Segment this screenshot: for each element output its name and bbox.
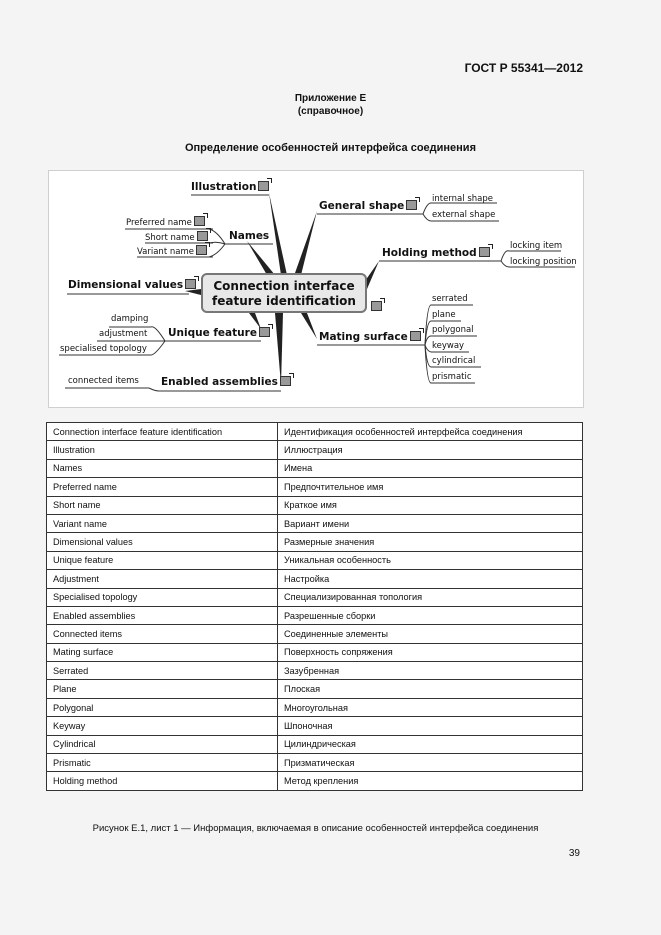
node-locking-position: locking position <box>510 257 577 267</box>
term-russian: Имена <box>278 459 583 477</box>
branch-illustration <box>269 193 287 275</box>
term-english: Adjustment <box>47 570 278 588</box>
node-preferred-name: Preferred name <box>126 216 205 228</box>
term-english: Connected items <box>47 625 278 643</box>
node-plane: plane <box>432 310 456 320</box>
node-holding-method: Holding method <box>382 247 490 259</box>
note-icon <box>406 200 417 210</box>
note-icon <box>280 376 291 386</box>
annex-title: Приложение Е <box>294 93 367 104</box>
table-row <box>47 717 583 735</box>
term-english: Polygonal <box>47 698 278 716</box>
node-short-name: Short name <box>145 231 208 243</box>
term-english: Connection interface feature identification <box>47 423 278 441</box>
table-row <box>47 698 583 716</box>
term-english: Unique feature <box>47 551 278 569</box>
node-general-shape: General shape <box>319 200 417 212</box>
note-icon <box>185 279 196 289</box>
mind-map-figure <box>48 170 584 408</box>
term-russian: Поверхность сопряжения <box>278 643 583 661</box>
term-russian: Настройка <box>278 570 583 588</box>
term-english: Cylindrical <box>47 735 278 753</box>
term-russian: Соединенные элементы <box>278 625 583 643</box>
node-variant-name: Variant name <box>137 245 207 257</box>
center-node-line1: Connection interface <box>213 279 355 293</box>
table-row <box>47 643 583 661</box>
annex-heading <box>0 92 661 118</box>
term-russian: Плоская <box>278 680 583 698</box>
table-row <box>47 514 583 532</box>
term-english: Plane <box>47 680 278 698</box>
table-row <box>47 625 583 643</box>
node-unique-feature: Unique feature <box>168 327 270 339</box>
table-row <box>47 441 583 459</box>
term-russian: Вариант имени <box>278 514 583 532</box>
node-external-shape: external shape <box>432 210 496 220</box>
term-russian: Предпочтительное имя <box>278 478 583 496</box>
figure-caption: Рисунок Е.1, лист 1 — Информация, включаемая в описание особенностей интерфейса соединения <box>92 823 539 834</box>
term-english: Preferred name <box>47 478 278 496</box>
table-row <box>47 772 583 790</box>
term-russian: Метод крепления <box>278 772 583 790</box>
node-keyway: keyway <box>432 341 465 351</box>
note-icon <box>371 301 382 311</box>
term-russian: Разрешенные сборки <box>278 606 583 624</box>
node-connected-items: connected items <box>68 376 139 386</box>
term-english: Dimensional values <box>47 533 278 551</box>
table-row <box>47 735 583 753</box>
node-enabled-assemblies: Enabled assemblies <box>161 376 291 388</box>
center-node-line2: feature identification <box>212 294 356 308</box>
term-english: Enabled assemblies <box>47 606 278 624</box>
table-row <box>47 588 583 606</box>
node-prismatic: prismatic <box>432 372 472 382</box>
term-russian: Специализированная топология <box>278 588 583 606</box>
table-row <box>47 551 583 569</box>
term-russian: Краткое имя <box>278 496 583 514</box>
node-locking-item: locking item <box>510 241 563 251</box>
branch-holding-method <box>365 261 379 289</box>
branch-enabled-assemblies <box>275 313 283 385</box>
term-english: Keyway <box>47 717 278 735</box>
term-russian: Цилиндрическая <box>278 735 583 753</box>
node-damping: damping <box>111 314 149 324</box>
term-english: Names <box>47 459 278 477</box>
table-row <box>47 478 583 496</box>
note-icon <box>410 331 421 341</box>
node-cylindrical: cylindrical <box>432 356 476 366</box>
node-names: Names <box>229 230 270 242</box>
term-russian: Идентификация особенностей интерфейса соединения <box>278 423 583 441</box>
node-serrated: serrated <box>432 294 468 304</box>
term-english: Specialised topology <box>47 588 278 606</box>
branch-mating-surface <box>301 313 317 339</box>
node-mating-surface: Mating surface <box>319 331 421 343</box>
term-english: Prismatic <box>47 754 278 772</box>
node-polygonal: polygonal <box>432 325 474 335</box>
note-icon <box>194 216 205 226</box>
node-illustration: Illustration <box>191 181 269 193</box>
table-row <box>47 754 583 772</box>
table-row <box>47 423 583 441</box>
note-icon <box>196 245 207 255</box>
node-specialised-topology: specialised topology <box>60 344 147 354</box>
table-row <box>47 680 583 698</box>
term-english: Illustration <box>47 441 278 459</box>
standard-code: ГОСТ Р 55341—2012 <box>464 61 583 75</box>
annex-note: (справочное) <box>297 106 364 117</box>
branch-general-shape <box>295 211 317 275</box>
term-english: Short name <box>47 496 278 514</box>
term-english: Mating surface <box>47 643 278 661</box>
branch-names <box>247 241 275 275</box>
term-russian: Шпоночная <box>278 717 583 735</box>
table-row <box>47 459 583 477</box>
table-row <box>47 496 583 514</box>
term-english: Variant name <box>47 514 278 532</box>
page-number: 39 <box>568 848 580 859</box>
term-russian: Многоугольная <box>278 698 583 716</box>
node-dimensional-values: Dimensional values <box>68 279 196 291</box>
term-russian: Зазубренная <box>278 662 583 680</box>
term-russian: Призматическая <box>278 754 583 772</box>
term-russian: Уникальная особенность <box>278 551 583 569</box>
table-row <box>47 533 583 551</box>
term-russian: Размерные значения <box>278 533 583 551</box>
table-row <box>47 662 583 680</box>
term-english: Serrated <box>47 662 278 680</box>
term-english: Holding method <box>47 772 278 790</box>
figure-title: Определение особенностей интерфейса соединения <box>184 142 476 154</box>
term-russian: Иллюстрация <box>278 441 583 459</box>
note-icon <box>479 247 490 257</box>
note-icon <box>259 327 270 337</box>
table-row <box>47 570 583 588</box>
table-row <box>47 606 583 624</box>
note-icon <box>258 181 269 191</box>
glossary-table <box>46 422 583 791</box>
note-icon <box>197 231 208 241</box>
center-node <box>201 273 367 313</box>
node-internal-shape: internal shape <box>432 194 493 204</box>
node-adjustment: adjustment <box>99 329 148 339</box>
